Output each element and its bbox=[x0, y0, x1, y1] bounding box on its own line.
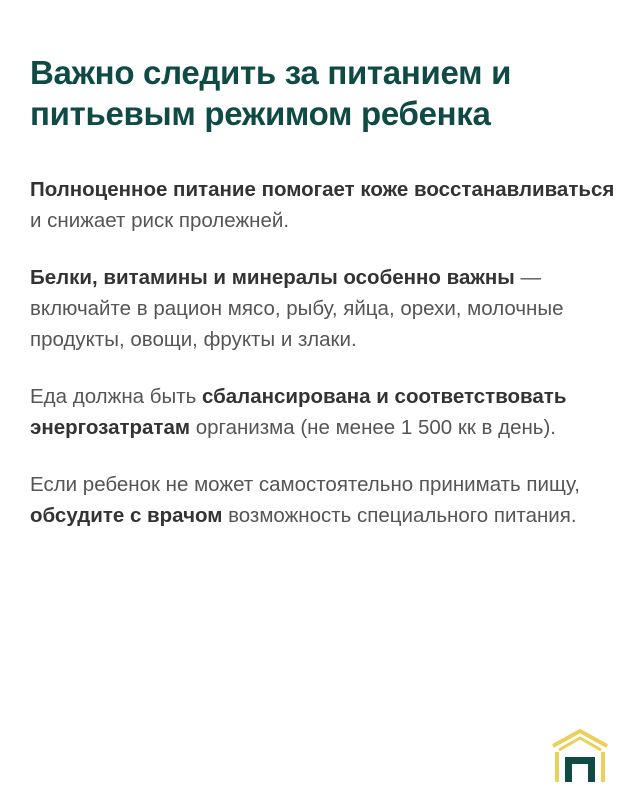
paragraph-text-bold: сбалансирована и соответствовать энергозатратам bbox=[30, 385, 567, 439]
logo-side-right bbox=[601, 752, 605, 782]
page-title: Важно следить за питанием и питьевым режимом ребенка bbox=[30, 54, 512, 132]
paragraph-nutrients bbox=[30, 262, 615, 355]
paragraph-text: Еда должна быть bbox=[30, 385, 202, 408]
paragraph-text: и снижает риск пролежней. bbox=[30, 209, 290, 232]
logo-door bbox=[565, 757, 595, 782]
paragraph-text-bold: обсудите с врачом bbox=[30, 504, 223, 527]
paragraph-text-bold: Полноценное питание помогает коже восстанавливаться bbox=[30, 178, 615, 201]
house-logo-icon bbox=[550, 728, 610, 784]
paragraph-text-bold: Белки, витамины и минералы особенно важны bbox=[30, 266, 515, 289]
logo-side-left bbox=[555, 752, 559, 782]
paragraph-special-nutrition bbox=[30, 469, 615, 531]
paragraph-text: возможность специального питания. bbox=[222, 504, 577, 527]
paragraph-text: организма (не менее 1 500 кк в день). bbox=[190, 416, 556, 439]
paragraph-balance bbox=[30, 381, 615, 443]
paragraph-text: Если ребенок не может самостоятельно принимать пищу, bbox=[30, 473, 580, 496]
paragraph-text: — включайте в рацион мясо, рыбу, яйца, орехи, молочные продукты, овощи, фрукты и злаки. bbox=[30, 266, 564, 351]
paragraph-skin bbox=[30, 174, 615, 236]
content bbox=[30, 52, 615, 557]
